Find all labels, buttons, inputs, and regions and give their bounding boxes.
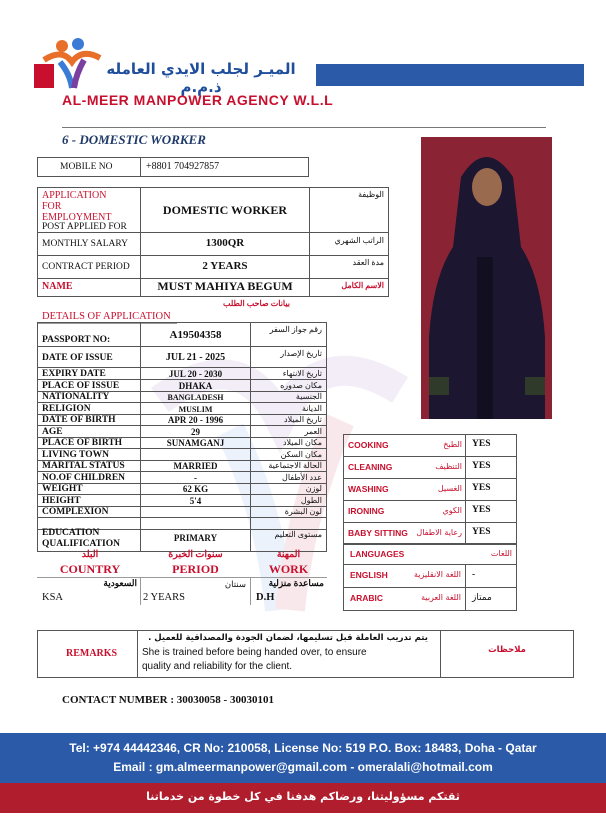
post-applied-ar: الوظيفة <box>358 190 384 199</box>
age-value: 29 <box>191 427 200 437</box>
application-label-3: EMPLOYMENT <box>42 212 112 223</box>
footer-contact-line-1: Tel: +974 44442346, CR No: 210058, License No: 519 P.O. Box: 18483, Doha - Qatar <box>69 741 537 755</box>
lang-arabic-label: ARABIC <box>350 593 384 603</box>
passport-value: A19504358 <box>169 329 222 341</box>
lang-english-ar: اللغة الانقليزية <box>413 570 461 579</box>
lang-arabic-ar: اللغة العربية <box>421 593 461 602</box>
education-value: PRIMARY <box>173 533 218 543</box>
mobile-value: +8801 704927857 <box>146 161 220 172</box>
age-ar: العمر <box>304 427 322 436</box>
exp-work-ar-value: مساعدة منزلية <box>268 578 324 588</box>
marital-status-label: MARITAL STATUS <box>42 461 125 471</box>
living-town-ar: مكان السكن <box>280 450 322 459</box>
contract-value: 2 YEARS <box>202 260 248 272</box>
mobile-divider <box>140 157 141 177</box>
skill-cooking-label: COOKING <box>348 440 389 450</box>
expiry-date-ar: تاريخ الانتهاء <box>282 369 322 378</box>
post-applied-value: DOMESTIC WORKER <box>162 203 288 217</box>
lang-arabic-value: ممتاز <box>472 593 492 603</box>
company-arabic-name: الميـر لجلب الايدي العامله ذ.م.م <box>106 60 296 96</box>
applicant-photo <box>421 137 552 419</box>
issue-date-value: JUL 21 - 2025 <box>165 352 226 363</box>
education-label-1: EDUCATION <box>42 528 100 538</box>
age-label: AGE <box>42 427 63 437</box>
exp-work-value: D.H <box>256 592 275 603</box>
complexion-ar: لون البشرة <box>284 507 322 516</box>
details-ar-title: بيانات صاحب الطلب <box>222 299 290 308</box>
height-value: 5'4 <box>189 496 202 506</box>
mobile-label: MOBILE NO <box>60 162 113 172</box>
footer-slogan: ثقتكم مسؤوليتنا، ورضاكم هدفنا في كل خطوة من خدماتنا <box>146 790 460 803</box>
languages-label: LANGUAGES <box>350 549 405 559</box>
remarks-en-line-2: quality and reliability for the client. <box>142 661 293 672</box>
languages-ar: اللغات <box>490 549 512 558</box>
section-divider <box>62 127 546 128</box>
exp-work-label: WORK <box>268 562 309 576</box>
height-label: HEIGHT <box>42 496 81 506</box>
skill-babysitting-ar: رعاية الاطفال <box>416 528 462 537</box>
skill-cooking-ar: الطبخ <box>443 440 462 449</box>
remarks-ar-label: ملاحظات <box>488 645 526 655</box>
religion-ar: الديانة <box>301 404 322 413</box>
children-value: - <box>194 473 197 483</box>
skill-washing-value: YES <box>472 483 491 493</box>
place-of-birth-value: SUNAMGANJ <box>166 438 225 448</box>
post-applied-label: POST APPLIED FOR <box>42 222 127 232</box>
nationality-value: BANGLADESH <box>167 393 224 402</box>
religion-label: RELIGION <box>42 404 91 414</box>
skill-ironing-value: YES <box>472 505 491 515</box>
lang-english-label: ENGLISH <box>350 570 388 580</box>
contract-label: CONTRACT PERIOD <box>42 262 130 272</box>
date-of-birth-value: APR 20 - 1996 <box>167 415 224 425</box>
weight-ar: لوزن <box>305 484 322 493</box>
exp-country-ar: البلد <box>81 550 99 560</box>
lang-english-value: - <box>472 570 476 580</box>
remarks-en-line-1: She is trained before being handed over, to ensure <box>142 647 367 658</box>
company-logo <box>32 38 104 90</box>
date-of-birth-label: DATE OF BIRTH <box>42 415 116 425</box>
place-of-birth-ar: مكان الميلاد <box>282 438 322 447</box>
skill-babysitting-label: BABY SITTING <box>348 528 408 538</box>
remarks-ar-text: يتم تدريب العاملة قبل تسليمها، لضمان الجودة والمصداقية للعميل . <box>148 633 428 643</box>
exp-period-value: 2 YEARS <box>143 592 185 603</box>
expiry-date-value: JUL 20 - 2030 <box>168 369 223 379</box>
contact-number: CONTACT NUMBER : 30030058 - 30030101 <box>62 694 274 706</box>
place-of-issue-ar: مكان صدوره <box>280 381 322 390</box>
date-of-birth-ar: تاريخ الميلاد <box>284 415 322 424</box>
living-town-label: LIVING TOWN <box>42 450 109 460</box>
header-blue-bar <box>316 64 584 86</box>
weight-label: WEIGHT <box>42 484 83 494</box>
name-ar: الاسم الكامل <box>341 281 384 290</box>
skill-cooking-value: YES <box>472 439 491 449</box>
application-label-2: FOR <box>42 201 62 212</box>
salary-label: MONTHLY SALARY <box>42 239 129 249</box>
exp-country-label: COUNTRY <box>59 562 121 576</box>
nationality-label: NATIONALITY <box>42 392 110 402</box>
footer-contact-line-2: Email : gm.almeermanpower@gmail.com - omeralali@hotmail.com <box>113 760 493 774</box>
education-ar: مستوى التعليم <box>274 530 322 539</box>
exp-period-label: PERIOD <box>172 562 219 576</box>
skill-babysitting-value: YES <box>472 527 491 537</box>
education-label-2: QUALIFICATION <box>42 539 120 549</box>
skill-ironing-ar: الكوي <box>442 506 462 515</box>
exp-country-ar-value: السعودية <box>103 578 137 588</box>
passport-label: PASSPORT NO: <box>42 335 111 345</box>
name-value: MUST MAHIYA BEGUM <box>157 279 293 293</box>
skill-cleaning-ar: التنظيف <box>435 462 462 471</box>
skill-cleaning-label: CLEANING <box>348 462 393 472</box>
nationality-ar: الجنسية <box>295 392 322 401</box>
height-ar: الطول <box>300 496 322 505</box>
skill-cleaning-value: YES <box>472 461 491 471</box>
passport-ar: رقم جواز السفر <box>269 325 322 334</box>
skill-washing-label: WASHING <box>348 484 389 494</box>
exp-country-value: KSA <box>42 592 64 603</box>
place-of-birth-label: PLACE OF BIRTH <box>42 438 123 448</box>
children-label: NO.OF CHILDREN <box>42 473 126 483</box>
name-label: NAME <box>42 281 73 292</box>
issue-date-ar: تاريخ الإصدار <box>280 349 322 358</box>
salary-value: 1300QR <box>205 237 245 249</box>
salary-ar: الراتب الشهري <box>334 236 384 245</box>
skill-washing-ar: الغسيل <box>437 484 462 493</box>
remarks-label: REMARKS <box>66 648 118 659</box>
details-title: DETAILS OF APPLICATION <box>42 311 171 322</box>
marital-status-ar: الحالة الاجتماعية <box>268 461 322 470</box>
expiry-date-label: EXPIRY DATE <box>42 369 106 379</box>
application-label-1: APPLICATION <box>42 190 107 201</box>
company-english-name: AL-MEER MANPOWER AGENCY W.L.L <box>62 92 334 108</box>
contract-ar: مدة العقد <box>352 258 384 267</box>
issue-date-label: DATE OF ISSUE <box>42 353 113 363</box>
children-ar: عدد الأطفال <box>282 473 322 482</box>
place-of-issue-value: DHAKA <box>178 381 213 391</box>
religion-value: MUSLIM <box>178 405 213 414</box>
skill-ironing-label: IRONING <box>348 506 385 516</box>
exp-work-ar: المهنة <box>276 550 301 560</box>
weight-value: 62 KG <box>182 484 209 494</box>
section-title: 6 - DOMESTIC WORKER <box>62 132 206 147</box>
place-of-issue-label: PLACE OF ISSUE <box>42 381 120 391</box>
complexion-label: COMPLEXION <box>42 507 109 517</box>
exp-period-ar-value: سنتان <box>224 579 246 589</box>
exp-period-ar: سنوات الخبرة <box>168 550 223 560</box>
marital-status-value: MARRIED <box>173 461 218 471</box>
